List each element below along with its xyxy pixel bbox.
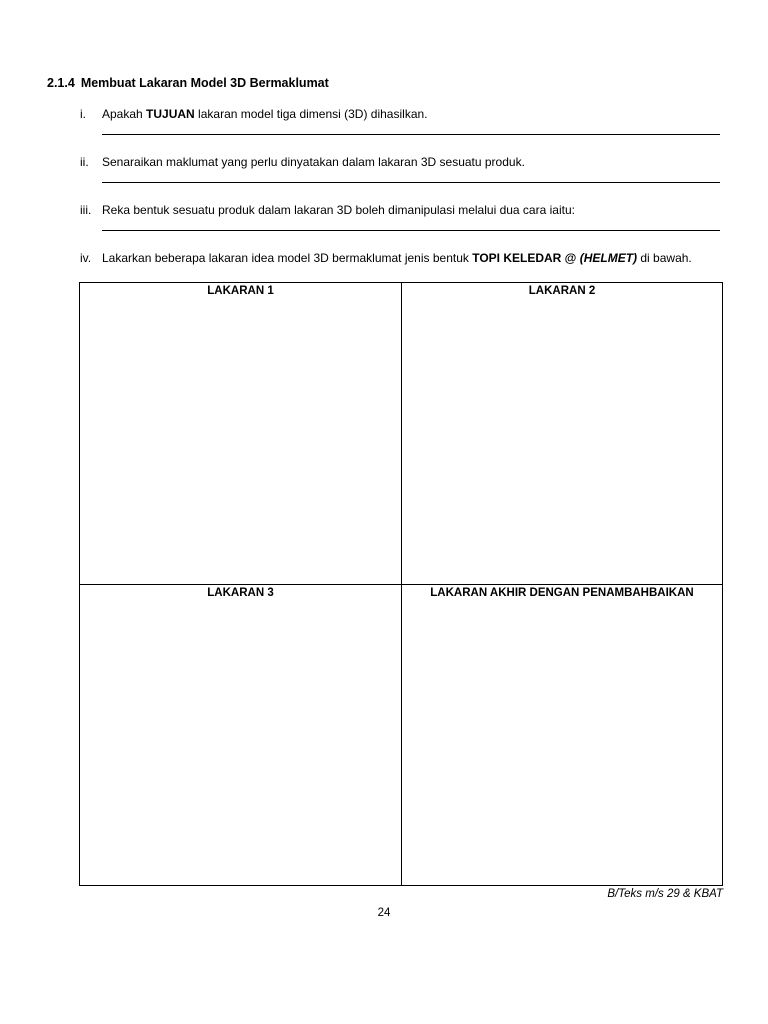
question-text: Reka bentuk sesuatu produk dalam lakaran 3D boleh dimanipulasi melalui dua cara iaitu: [102,203,575,217]
question-keyword-italic: (HELMET) [579,251,638,265]
sketch-box-label: LAKARAN AKHIR DENGAN PENAMBAHBAIKAN [430,587,694,599]
sketch-box-final[interactable] [402,585,722,885]
source-reference: B/Teks m/s 29 & KBAT [607,888,723,900]
sketch-box-label: LAKARAN 3 [207,587,274,599]
sketch-box-label: LAKARAN 1 [207,285,274,297]
question-numeral: ii. [80,155,89,169]
question-text-start: Apakah [102,107,147,121]
answer-line[interactable] [102,134,720,135]
answer-line[interactable] [102,230,720,231]
sketch-box-1[interactable] [80,283,401,584]
section-title: Membuat Lakaran Model 3D Bermaklumat [80,76,329,90]
question-text-end: lakaran model tiga dimensi (3D) dihasilkan. [194,107,428,121]
section-number: 2.1.4 [47,76,75,90]
sketch-grid [79,282,723,886]
question-numeral: iii. [80,203,92,217]
question-keyword: TUJUAN [146,107,195,121]
question-text-end: di bawah. [637,251,692,265]
question-1 [80,107,428,121]
section-heading [47,76,329,90]
question-3 [80,203,575,217]
question-2 [80,155,525,169]
answer-line[interactable] [102,182,720,183]
question-text-start: Lakarkan beberapa lakaran idea model 3D bermaklumat jenis bentuk [102,251,473,265]
question-4 [80,251,692,265]
question-keyword: TOPI KELEDAR @ [472,251,580,265]
sketch-box-label: LAKARAN 2 [528,285,596,297]
question-numeral: iv. [80,251,92,265]
sketch-box-2[interactable] [402,283,722,584]
question-text: Senaraikan maklumat yang perlu dinyatakan dalam lakaran 3D sesuatu produk. [102,155,525,169]
page-number: 24 [377,907,391,919]
sketch-box-3[interactable] [80,585,401,885]
question-numeral: i. [80,107,86,121]
